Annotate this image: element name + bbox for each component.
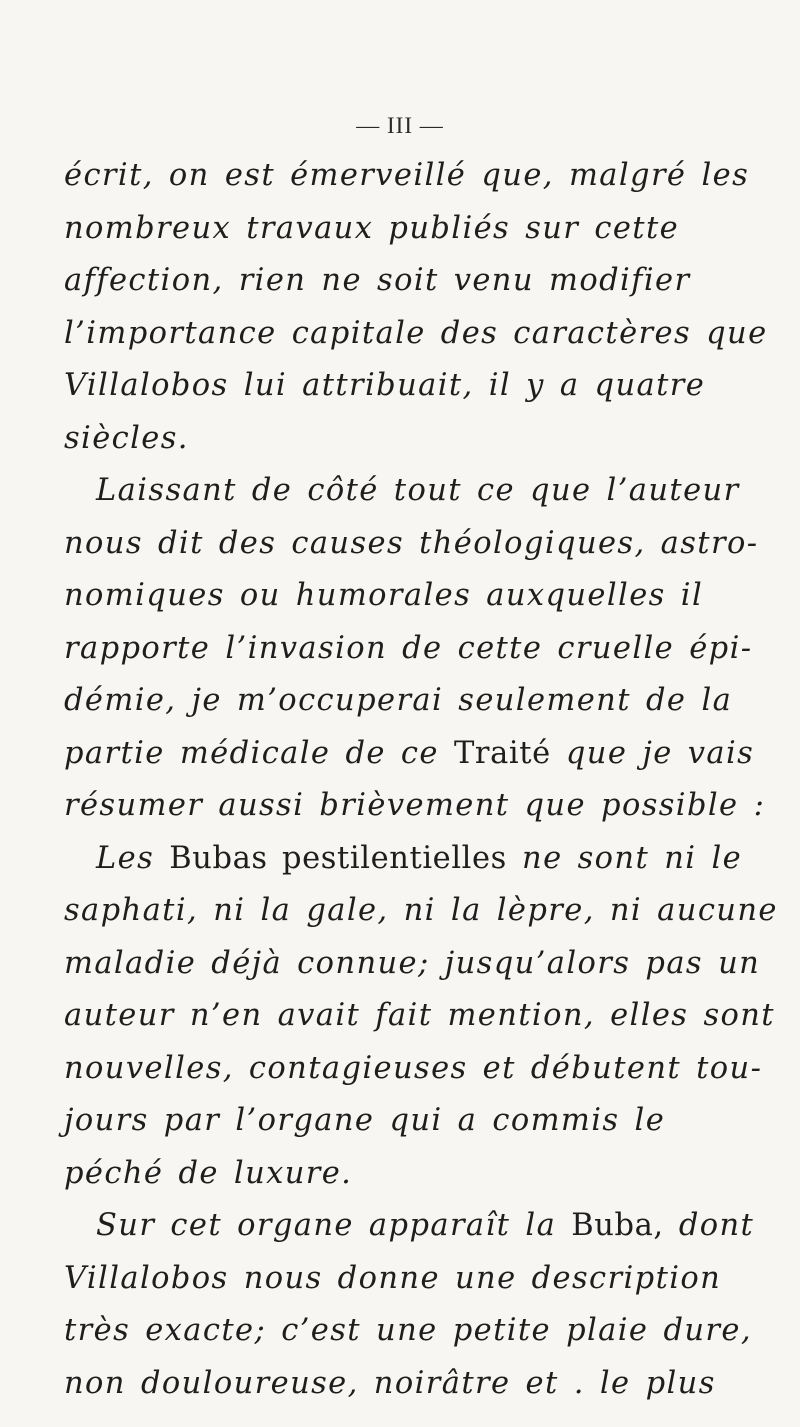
text-line: nous dit des causes théologiques, astro- <box>64 525 759 561</box>
text-line: très exacte; c’est une petite plaie dure, <box>64 1313 752 1348</box>
paragraph-start-line <box>64 833 764 886</box>
roman-text: Bubas pestilentielles <box>169 840 507 876</box>
paragraph-start-line <box>64 1200 764 1253</box>
paragraph-start-line: Laissant de côté tout ce que l’auteur <box>96 473 740 508</box>
text-line: non douloureuse, noirâtre et . le plus <box>64 1365 716 1401</box>
text-line: écrit, on est émerveillé que, malgré les <box>64 158 750 193</box>
italic-text: Sur cet organe apparaît la <box>96 1208 572 1243</box>
text-line: auteur n’en avait fait mention, elles sont <box>64 998 775 1033</box>
page-number: — III — <box>356 113 444 138</box>
text-line-mixed <box>64 728 764 781</box>
text-line: rapporte l’invasion de cette cruelle épi- <box>64 630 753 666</box>
text-line: nomiques ou humorales auxquelles il <box>64 578 704 613</box>
text-line: maladie déjà connue; jusqu’alors pas un <box>64 945 761 981</box>
italic-text: dont <box>663 1208 755 1243</box>
text-line: saphati, ni la gale, ni la lèpre, ni aucune <box>64 893 778 928</box>
roman-text: Buba, <box>571 1208 664 1243</box>
text-line: jours par l’organe qui a commis le <box>64 1103 666 1138</box>
text-line: Villalobos nous donne une description <box>64 1260 722 1296</box>
text-line: nombreux travaux publiés sur cette <box>64 210 680 246</box>
text-line: résumer aussi brièvement que possible : <box>64 788 766 823</box>
text-line: affection, rien ne soit venu modifier <box>64 263 691 298</box>
text-line: péché de luxure. <box>64 1155 353 1191</box>
text-line: nouvelles, contagieuses et débutent tou- <box>64 1050 763 1086</box>
text-line: Villalobos lui attribuait, il y a quatre <box>64 368 706 403</box>
italic-text: partie médicale de ce <box>64 735 454 771</box>
text-line: siècles. <box>64 420 189 456</box>
text-line: démie, je m’occuperai seulement de la <box>64 683 733 718</box>
italic-text: ne sont ni le <box>506 840 743 876</box>
italic-text: que je vais <box>550 735 755 771</box>
text-line: l’importance capitale des caractères que <box>64 315 768 351</box>
roman-text: Traité <box>453 735 551 771</box>
body-text <box>64 150 778 1410</box>
italic-text: Les <box>96 840 170 876</box>
